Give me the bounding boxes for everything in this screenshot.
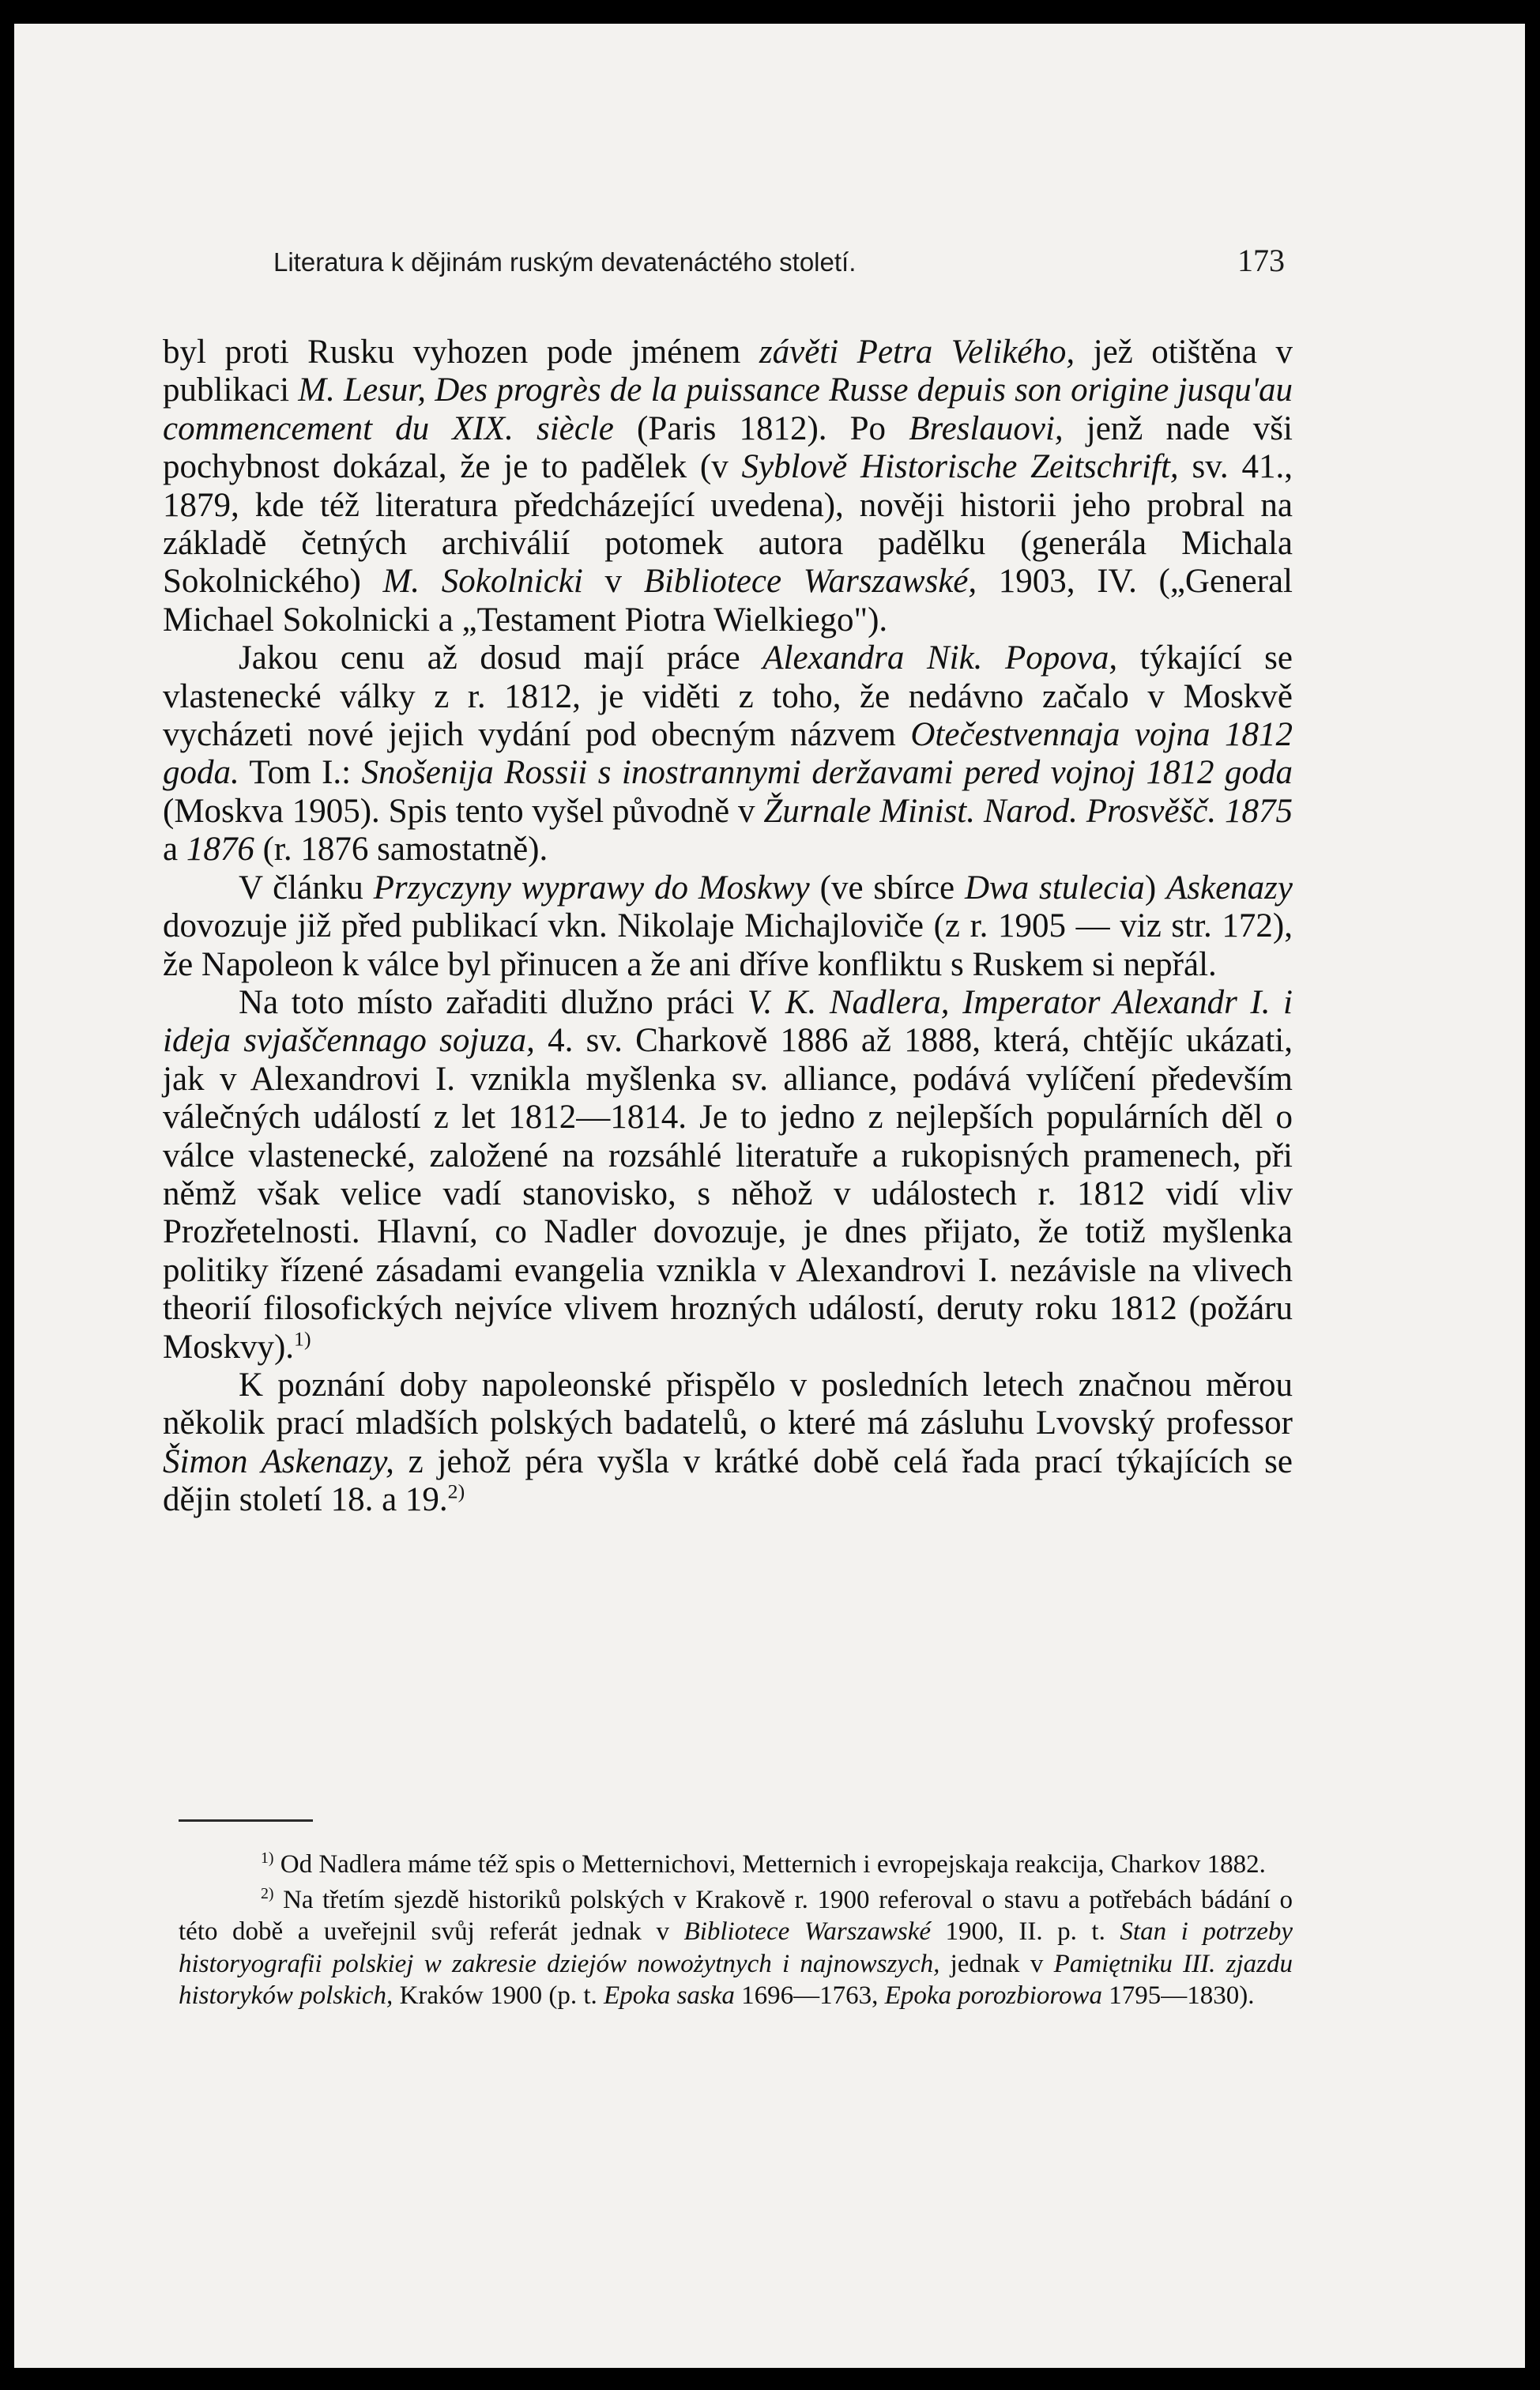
- text-run: a: [163, 831, 186, 869]
- text-run: v: [582, 563, 644, 601]
- italic-text: Przyczyny wyprawy do Moskwy: [373, 869, 810, 907]
- text-run: 1795—1830).: [1101, 1981, 1255, 2010]
- footnote: [179, 1849, 1293, 1881]
- page-header: [273, 242, 1285, 289]
- running-title: Literatura k dějinám ruským devatenáctého století.: [273, 247, 857, 277]
- footnote-mark: 2): [447, 1480, 465, 1503]
- text-run: jež otištěna v publikaci: [163, 334, 1293, 409]
- italic-text: Otečestvennaja vojna 1812 goda.: [163, 716, 1293, 792]
- italic-text: Epoka porozbiorowa: [884, 1981, 1102, 2010]
- italic-text: 1876: [186, 831, 254, 869]
- text-run: dovozuje již před publikací vkn. Nikolaje Michajloviče (z r. 1905 — viz str. 172), že Napoleon k válce byl přinucen a že ani dříve konfliktu s Ruskem si nepřál.: [163, 907, 1293, 983]
- italic-text: Dwa stulecia: [964, 869, 1145, 907]
- italic-text: Stan i potrzeby historyografii polskiej w zakresie dziejów nowożytnych i najnowszych,: [179, 1917, 1293, 1978]
- text-run: jenž nade vši pochybnost dokázal, že je to padělek (v: [163, 409, 1293, 486]
- text-run: (Moskva 1905). Spis tento vyšel původně v: [163, 792, 764, 830]
- italic-text: Šimon Askenazy,: [163, 1442, 394, 1480]
- text-run: Jakou cenu až dosud mají práce: [239, 639, 763, 677]
- italic-text: Pamiętniku III. zjazdu historyków polskich,: [179, 1949, 1293, 2010]
- text-run: (Paris 1812). Po: [613, 409, 909, 447]
- italic-text: M. Sokolnicki: [382, 563, 583, 601]
- paragraph: [163, 1367, 1293, 1520]
- page-number: 173: [1237, 243, 1285, 278]
- text-run: Tom I.:: [239, 754, 362, 792]
- text-run: jednak v: [939, 1949, 1054, 1978]
- text-run: Na třetím sjezdě historiků polských v Krakově r. 1900 referoval o stavu a potřebách bádání o této době a uveřejnil svůj referát jednak v: [179, 1885, 1293, 1946]
- footnote-mark: 2): [261, 1884, 274, 1902]
- text-run: Od Nadlera máme též spis o Metternichovi, Metternich i evropejskaja reakcija, Charkov 1882.: [273, 1850, 1266, 1879]
- text-run: (ve sbírce: [809, 869, 965, 907]
- footnote-rule: [179, 1819, 313, 1822]
- italic-text: Askenazy: [1166, 869, 1293, 907]
- text-run: ): [1144, 869, 1167, 907]
- text-run: týkající se vlastenecké války z r. 1812, je viděti z toho, že nedávno začalo v Moskvě vycházeti nové jejich vydání pod obecným názvem: [163, 639, 1293, 754]
- footnote-mark: 1): [261, 1849, 274, 1867]
- italic-text: závěti Petra Velikého,: [759, 334, 1075, 371]
- italic-text: Žurnale Minist. Narod. Prosvěšč. 1875: [763, 792, 1293, 830]
- italic-text: Snošenija Rossii s inostrannymi deržavami pered vojnoj 1812 goda: [361, 754, 1293, 792]
- italic-text: Bibliotece Warszawské: [683, 1917, 931, 1946]
- italic-text: V. K. Nadlera, Imperator Alexandr I. i ideja svjaščennago sojuza,: [163, 983, 1293, 1060]
- text-run: sv. 41., 1879, kde též literatura předcházející uvedena), nověji historii jeho probral na základě četných archiválií potomek autora padělku (generála Michala Sokolnického): [163, 448, 1293, 601]
- paragraph: [163, 639, 1293, 869]
- footnotes: [179, 1819, 1293, 2015]
- text-run: byl proti Rusku vyhozen pode jménem: [163, 334, 759, 371]
- text-run: (r. 1876 samostatně).: [254, 831, 548, 869]
- paragraph: [163, 334, 1293, 639]
- text-run: K poznání doby napoleonské přispělo v posledních letech značnou měrou několik prací mladších polských badatelů, o které má zásluhu Lvovský professor: [163, 1366, 1293, 1442]
- italic-text: M. Lesur, Des progrès de la puissance Russe depuis son origine jusqu'au commencement du XIX. siècle: [163, 371, 1293, 447]
- text-run: V článku: [239, 869, 374, 907]
- italic-text: Breslauovi,: [909, 409, 1064, 447]
- text-run: z jehož péra vyšla v krátké době celá řada prací týkajících se dějin století 18. a 19.: [163, 1442, 1293, 1519]
- text-run: 4. sv. Charkově 1886 až 1888, která, chtějíc ukázati, jak v Alexandrovi I. vznikla myšlenka sv. alliance, podává vylíčení především válečných událostí z let 1812—1814. Je to jedno z nejlepších populárních děl o válce vlastenecké, založené na rozsáhlé literatuře a rukopisných pramenech, při němž však velice vadí stanovisko, s něhož v událostech r. 1812 vidí vliv Prozřetelnosti. Hlavní, co Nadler dovozuje, je dnes přijato, že totiž myšlenka politiky řízené zásadami evangelia vznikla v Alexandrovi I. nezávisle na vlivech theorií filosofických nejvíce vlivem hrozných událostí, deruty roku 1812 (požáru Moskvy).: [163, 1022, 1293, 1366]
- paragraph: [163, 869, 1293, 984]
- text-run: Na toto místo zařaditi dlužno práci: [239, 983, 747, 1021]
- book-page: [14, 24, 1525, 2368]
- italic-text: Bibliotece Warszawské,: [643, 563, 977, 601]
- text-run: 1903, IV. („General Michael Sokolnicki a „Testament Piotra Wielkiego").: [163, 563, 1293, 639]
- main-text: [163, 334, 1293, 1520]
- footnote: [179, 1884, 1293, 2012]
- italic-text: Epoka saska: [604, 1981, 735, 2010]
- text-run: 1696—1763,: [734, 1981, 885, 2010]
- paragraph: [163, 984, 1293, 1367]
- text-run: Kraków 1900 (p. t.: [393, 1981, 604, 2010]
- text-run: 1900, II. p. t.: [931, 1917, 1120, 1946]
- footnote-mark: 1): [294, 1327, 311, 1351]
- italic-text: Alexandra Nik. Popova,: [762, 639, 1118, 677]
- italic-text: Syblově Historische Zeitschrift,: [741, 448, 1179, 486]
